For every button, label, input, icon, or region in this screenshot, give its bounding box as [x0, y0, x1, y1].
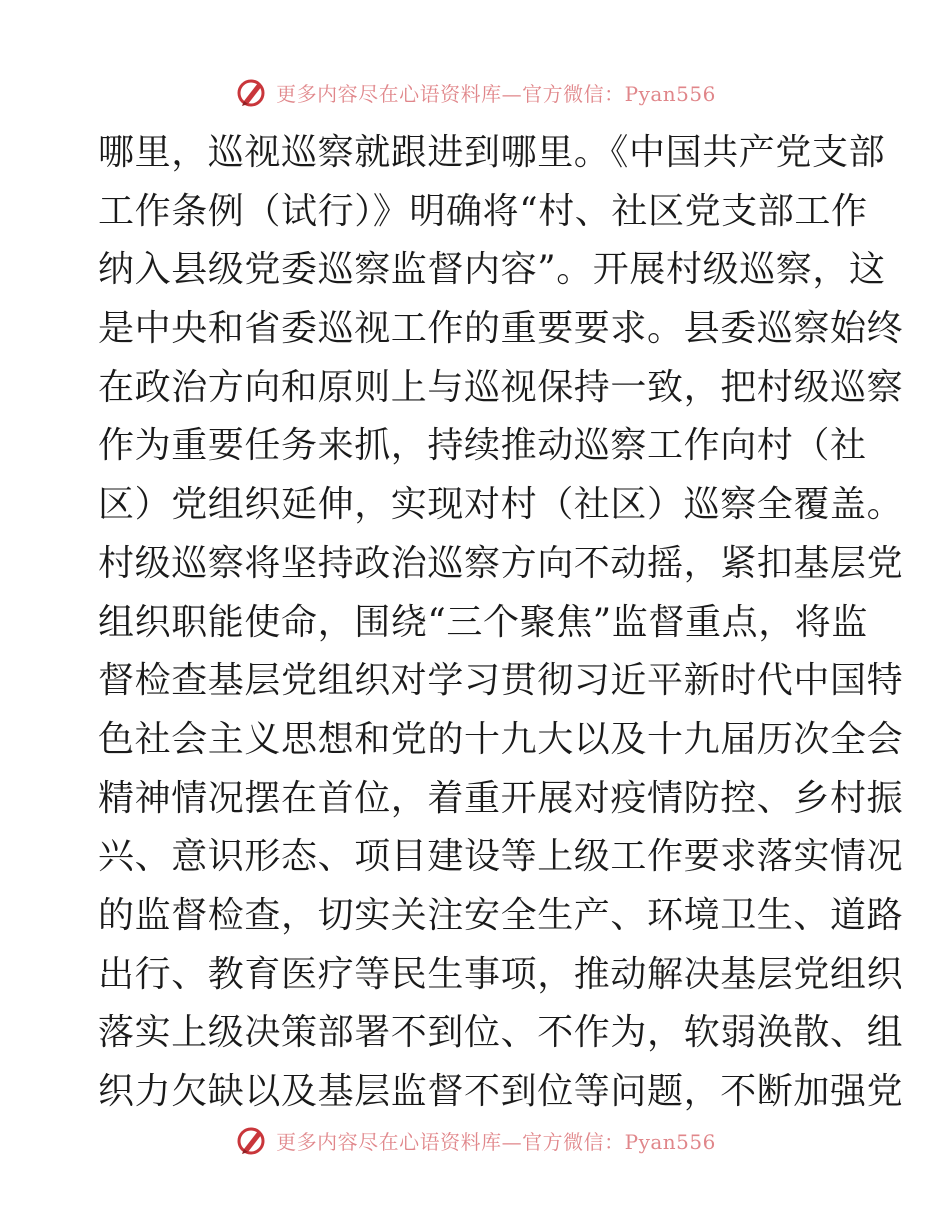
text-line: 是中央和省委巡视工作的重要要求。县委巡察始终 [98, 308, 904, 350]
text-line: 兴、意识形态、项目建设等上级工作要求落实情况 [98, 836, 904, 878]
watermark-text: 更多内容尽在心语资料库—官方微信：Pyan556 [276, 81, 716, 106]
text-line: 村级巡察将坚持政治巡察方向不动摇，紧扣基层党 [98, 542, 904, 584]
text-line: 在政治方向和原则上与巡视保持一致，把村级巡察 [98, 366, 904, 408]
text-line: 精神情况摆在首位，着重开展对疫情防控、乡村振 [98, 777, 904, 819]
text-line: 的监督检查，切实关注安全生产、环境卫生、道路 [98, 894, 904, 936]
header-watermark [0, 70, 950, 114]
pen-logo-icon [234, 75, 268, 109]
text-line: 组织职能使命，围绕“三个聚焦”监督重点，将监 [98, 601, 869, 643]
text-line: 工作条例（试行）》明确将“村、社区党支部工作 [98, 190, 868, 232]
text-line: 作为重要任务来抓，持续推动巡察工作向村（社 [98, 425, 867, 467]
text-line: 哪里，巡视巡察就跟进到哪里。《中国共产党支部 [98, 132, 886, 173]
text-line: 落实上级决策部署不到位、不作为，软弱涣散、组 [98, 1012, 904, 1054]
text-line: 织力欠缺以及基层监督不到位等问题，不断加强党 [98, 1071, 904, 1112]
text-line: 督检查基层党组织对学习贯彻习近平新时代中国特 [98, 660, 904, 702]
text-line: 纳入县级党委巡察监督内容”。开展村级巡察，这 [98, 249, 886, 291]
text-line: 出行、教育医疗等民生事项，推动解决基层党组织 [98, 953, 904, 995]
text-line: 区）党组织延伸，实现对村（社区）巡察全覆盖。 [98, 484, 904, 526]
pen-logo-icon [234, 1123, 268, 1157]
watermark-text: 更多内容尽在心语资料库—官方微信：Pyan556 [276, 1129, 716, 1154]
footer-watermark [0, 1118, 950, 1162]
document-body [98, 124, 904, 1122]
text-line: 色社会主义思想和党的十九大以及十九届历次全会 [98, 718, 904, 760]
